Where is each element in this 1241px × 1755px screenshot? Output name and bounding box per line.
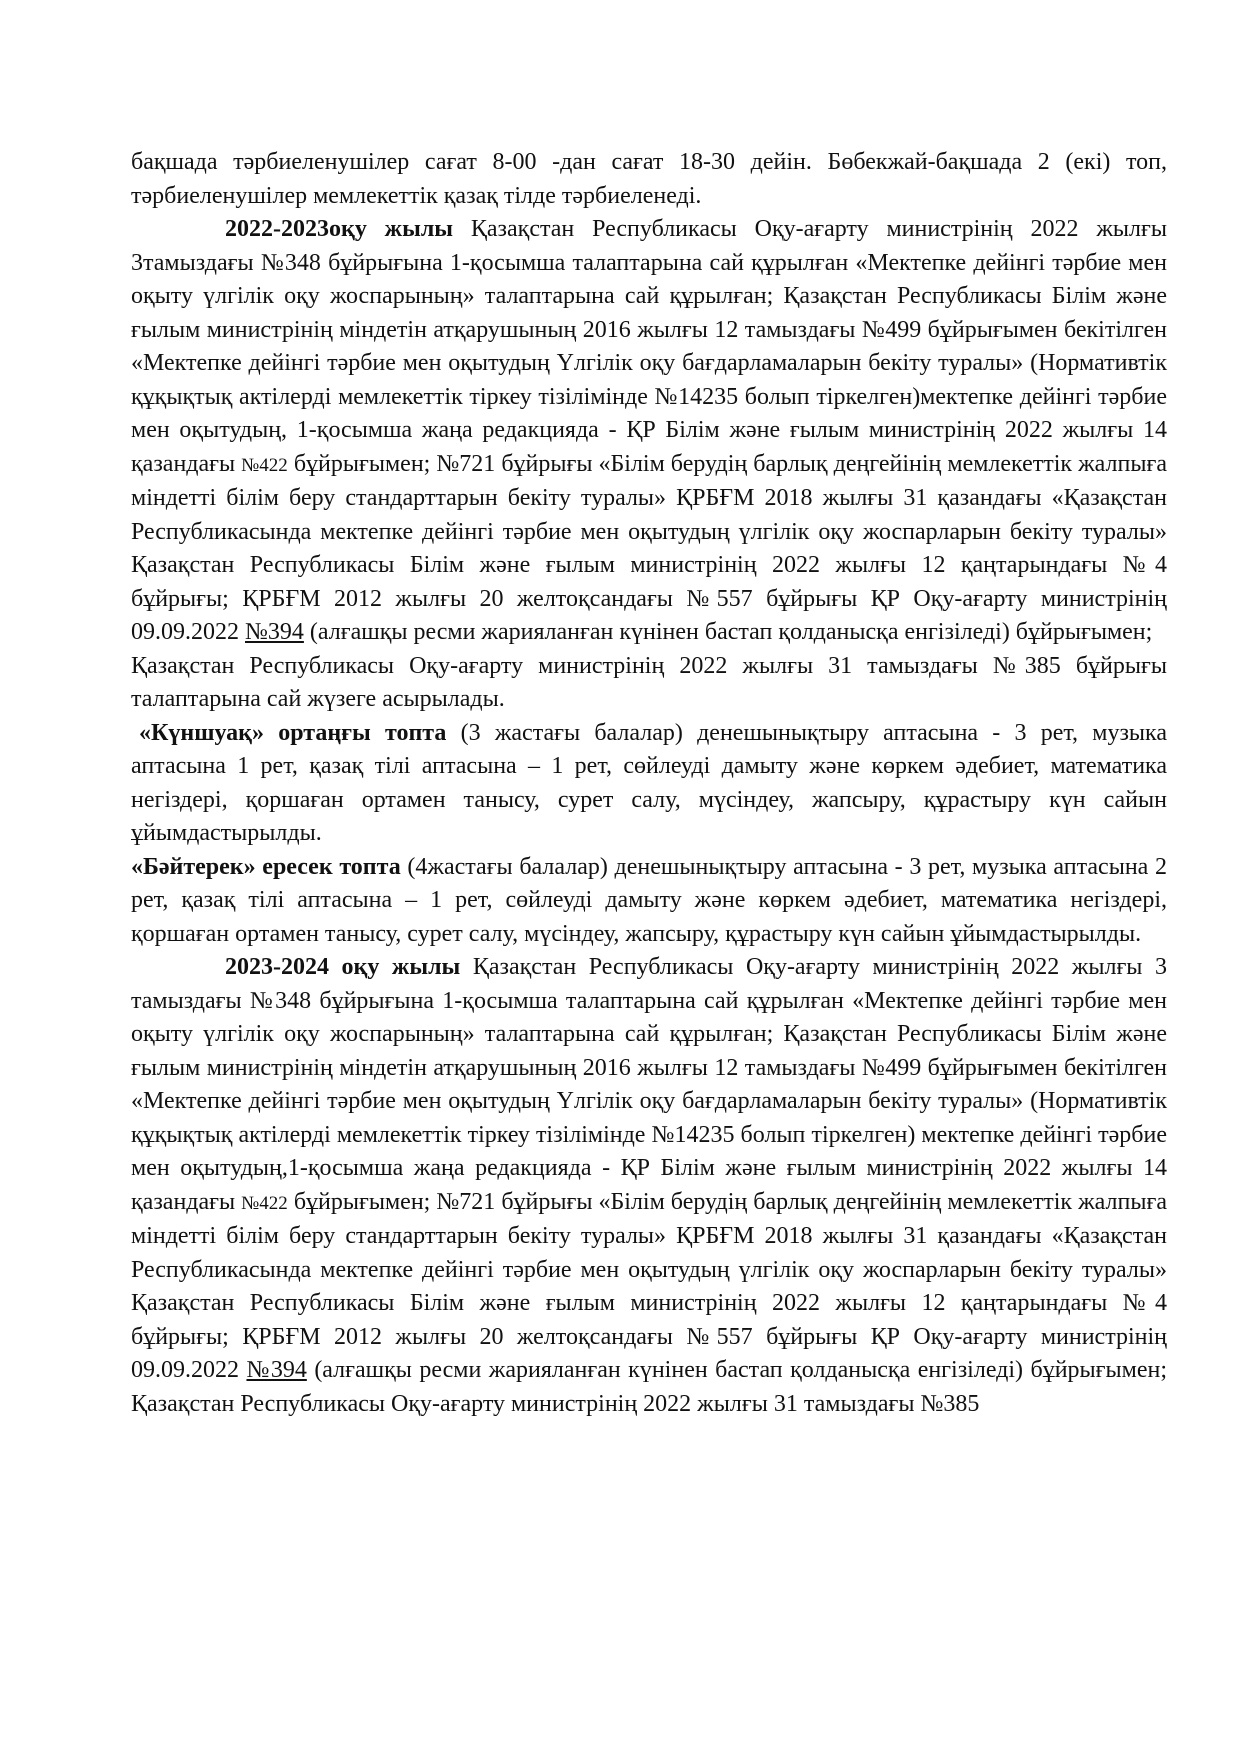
paragraph-2023-2024 [131,951,1167,1421]
order-394-link-second[interactable]: №394 [246,1357,307,1383]
text-2023-2024-part1: Қазақстан Республикасы Оқу-ағарту министрінің 2022 жылғы 3 тамыздағы №348 бұйрығына 1-қосымша талаптарына сай құрылған «Мектепке дейінгі тәрбие мен оқыту үлгілік оқу жоспарының» талаптарына сай құрылған; Қазақстан Республикасы Білім және ғылым министрінің міндетін атқарушының 2016 жылғы 12 тамыздағы №499 бұйрығымен бекітілген «Мектепке дейінгі тәрбие мен оқытудың Үлгілік оқу бағдарламаларын бекіту туралы» (Нормативтік құқықтық актілерді мемлекеттік тіркеу тізілімінде №14235 болып тіркелген) мектепке дейінгі тәрбие мен оқытудың,1-қосымша жаңа редакцияда - ҚР Білім және ғылым министрінің 2022 жылғы 14 қазандағы [131,954,1167,1215]
text-2022-2023-part1: Қазақстан Республикасы Оқу-ағарту министрінің 2022 жылғы 3тамыздағы №348 бұйрығына 1-қосымша талаптарына сай құрылған «Мектепке дейінгі тәрбие мен оқыту үлгілік оқу жоспарының» талаптарына сай құрылған; Қазақстан Республикасы Білім және ғылым министрінің міндетін атқарушының 2016 жылғы 12 тамыздағы №499 бұйрығымен бекітілген «Мектепке дейінгі тәрбие мен оқытудың Үлгілік оқу бағдарламаларын бекіту туралы» (Нормативтік құқықтық актілерді мемлекеттік тіркеу тізілімінде №14235 болып тіркелген)мектепке дейінгі тәрбие мен оқытудың, 1-қосымша жаңа редакцияда - ҚР Білім және ғылым министрінің 2022 жылғы 14 қазандағы [131,216,1167,477]
paragraph-baiterek-group [131,851,1167,952]
heading-baiterek-group: «Бәйтерек» ересек топта [131,853,401,880]
order-number-422: №422 [241,454,288,476]
paragraph-kunshuak-group [131,717,1167,851]
order-number-422-second: №422 [241,1192,288,1214]
text-2022-2023-part2: бұйрығымен; №721 бұйрығы «Білім берудің барлық деңгейінің мемлекеттік жалпыға міндетті білім беру стандарттарын бекіту туралы» ҚРБҒМ 2018 жылғы 31 қазандағы «Қазақстан Республикасында мектепке дейінгі тәрбие мен оқытудың үлгілік оқу жоспарларын бекіту туралы» Қазақстан Республикасы Білім және ғылым министрінің 2022 жылғы 12 қаңтарындағы №4 бұйрығы; ҚРБҒМ 2012 жылғы 20 желтоқсандағы №557 бұйрығы ҚР Оқу-ағарту министрінің 09.09.2022 [131,450,1167,645]
heading-2022-2023: 2022-2023оқу жылы [225,216,454,242]
paragraph-2022-2023 [131,213,1167,650]
text-2023-2024-part3: (алғашқы ресми жарияланған күнінен бастап қолданысқа енгізіледі) бұйрығымен; Қазақстан Республикасы Оқу-ағарту министрінің 2022 жылғы 31 тамыздағы №385 [131,1357,1167,1417]
text-baiterek-group: (4жастағы балалар) денешынықтыру аптасына - 3 рет, музыка аптасына 2 рет, қазақ тілі аптасына – 1 рет, сөйлеуді дамыту және көркем әдебиет, математика негіздері, қоршаған ортамен танысу, сурет салу, мүсіндеу, жапсыру, құрастыру күн сайын ұйымдастырылды. [131,853,1167,947]
heading-2023-2024: 2023-2024 оқу жылы [225,954,461,980]
heading-kunshuak-group: «Күншуақ» ортаңғы топта [139,719,447,746]
paragraph-intro: бақшада тәрбиеленушілер сағат 8-00 -дан сағат 18-30 дейін. Бөбекжай-бақшада 2 (екі) топ, тәрбиеленушілер мемлекеттік қазақ тілде тәрбиеленеді. [131,149,1167,209]
text-2023-2024-part2: бұйрығымен; №721 бұйрығы «Білім берудің барлық деңгейінің мемлекеттік жалпыға міндетті білім беру стандарттарын бекіту туралы» ҚРБҒМ 2018 жылғы 31 қазандағы «Қазақстан Республикасында мектепке дейінгі тәрбие мен оқытудың үлгілік оқу жоспарларын бекіту туралы» Қазақстан Республикасы Білім және ғылым министрінің 2022 жылғы 12 қаңтарындағы №4 бұйрығы; ҚРБҒМ 2012 жылғы 20 желтоқсандағы №557 бұйрығы ҚР Оқу-ағарту министрінің 09.09.2022 [131,1188,1167,1383]
text-2022-2023-part3: (алғашқы ресми жарияланған күнінен бастап қолданысқа енгізіледі) бұйрығымен; [303,619,1153,645]
paragraph-order-385: Қазақстан Республикасы Оқу-ағарту министрінің 2022 жылғы 31 тамыздағы №385 бұйрығы талаптарына сай жүзеге асырылады. [131,652,1167,712]
document-page [131,146,1167,1421]
text-kunshuak-group: (3 жастағы балалар) денешынықтыру аптасына - 3 рет, музыка аптасына 1 рет, қазақ тілі аптасына – 1 рет, сөйлеуді дамыту және көркем әдебиет, математика негіздері, қоршаған ортамен танысу, сурет салу, мүсіндеу, жапсыру, құрастыру күн сайын ұйымдастырылды. [131,719,1168,846]
order-394-link[interactable]: №394 [245,619,304,645]
